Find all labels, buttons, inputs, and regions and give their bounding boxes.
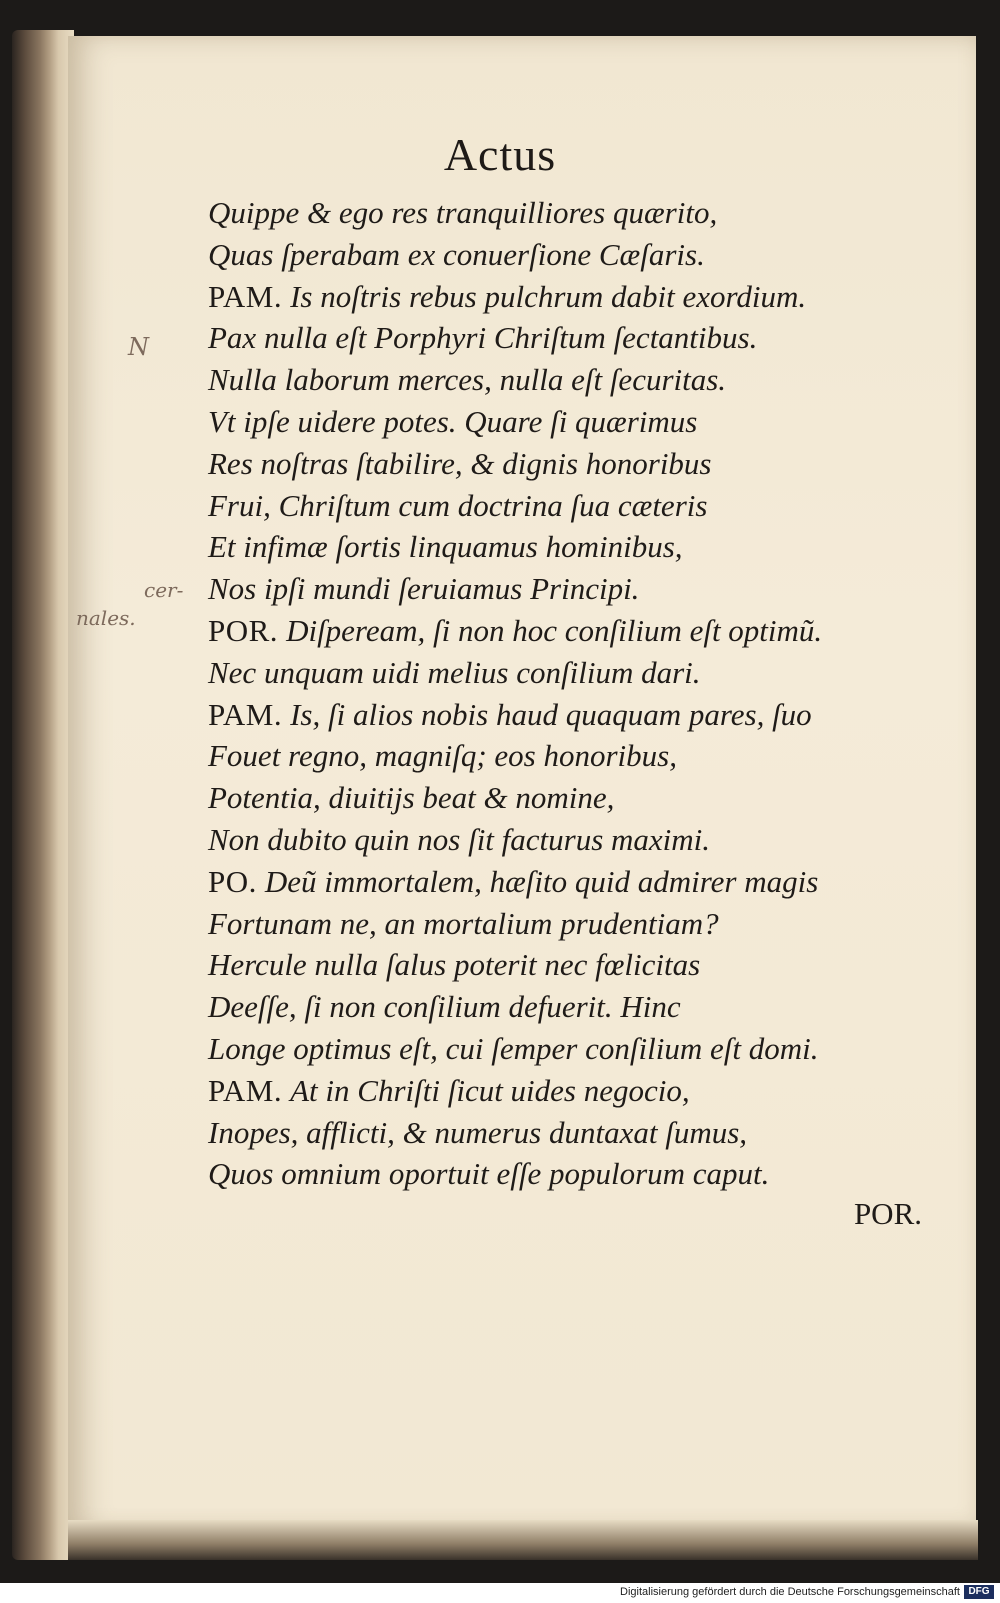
verse-line	[208, 610, 928, 652]
verse-line	[208, 944, 928, 986]
verse-line-text: Hercule nulla ſalus poterit nec fœlicitas	[208, 947, 701, 983]
verse-line-text: Res noſtras ſtabilire, & dignis honoribus	[208, 445, 712, 481]
page-bottom-edge	[68, 1520, 978, 1560]
verse-line	[208, 735, 928, 777]
dfg-logo: DFG	[964, 1585, 994, 1599]
book-spine	[12, 30, 74, 1560]
verse-line	[208, 777, 928, 819]
margin-note: N	[128, 333, 149, 361]
verse-line-text: Diſpeream, ſi non hoc conſilium eſt optimũ.	[286, 612, 823, 648]
verse-line-text: Quas ſperabam ex conuerſione Cæſaris.	[208, 236, 705, 272]
verse-line-text: Pax nulla eſt Porphyri Chriſtum ſectantibus.	[208, 320, 758, 356]
verse-line	[208, 192, 928, 234]
verse-line-text: Quos omnium oportuit eſſe populorum caput.	[208, 1156, 770, 1192]
verse-line	[208, 903, 928, 945]
verse-line-text: Vt ipſe uidere potes. Quare ſi quærimus	[208, 403, 698, 439]
verse-line	[208, 568, 928, 610]
verse-line	[208, 819, 928, 861]
verse-line	[208, 986, 928, 1028]
verse-line-text: Is noſtris rebus pulchrum dabit exordium.	[290, 278, 807, 314]
speaker-label: PO.	[208, 863, 257, 899]
verse-line-text: At in Chriſti ſicut uides negocio,	[290, 1072, 690, 1108]
speaker-label: PAM.	[208, 278, 283, 314]
verse-line-text: Et infimæ ſortis linquamus hominibus,	[208, 529, 683, 565]
verse-line	[208, 401, 928, 443]
verse-line-text: Longe optimus eſt, cui ſemper conſilium eſt domi.	[208, 1030, 819, 1066]
verse-line-text: Quippe & ego res tranquilliores quærito,	[208, 195, 718, 230]
verse-line-text: Nulla laborum merces, nulla eſt ſecuritas.	[208, 362, 727, 398]
catchword: POR.	[853, 1196, 922, 1231]
verse-line	[208, 276, 928, 318]
margin-note: nales.	[76, 606, 136, 630]
speaker-label: PAM.	[208, 696, 283, 732]
verse-line	[208, 234, 928, 276]
running-head: Actus	[443, 129, 557, 180]
verse-line	[208, 1112, 928, 1154]
verse-line	[208, 1028, 928, 1070]
verse-line	[208, 1153, 928, 1195]
verse-line	[208, 317, 928, 359]
verse-line	[208, 526, 928, 568]
verse-line-text: Non dubito quin nos ſit facturus maximi.	[208, 821, 711, 857]
verse-line	[208, 861, 928, 903]
verse-line-text: Potentia, diuitijs beat & nomine,	[208, 780, 615, 816]
verse-line-text: Fouet regno, magniſq; eos honoribus,	[208, 738, 677, 774]
verse-line	[208, 359, 928, 401]
verse-line-text: Fortunam ne, an mortalium prudentiam?	[208, 905, 719, 941]
digitization-credit: Digitalisierung gefördert durch die Deutsche Forschungsgemeinschaft	[620, 1586, 960, 1598]
verse-line-text: Inopes, afflicti, & numerus duntaxat ſumus,	[208, 1114, 748, 1150]
verse-line-text: Nos ipſi mundi ſeruiamus Principi.	[208, 571, 640, 607]
verse-line	[208, 694, 928, 736]
verse-line-text: Frui, Chriſtum cum doctrina ſua cæteris	[208, 487, 708, 523]
verse-line-text: Is, ſi alios nobis haud quaquam pares, ſuo	[290, 696, 812, 732]
verse-line-text: Deeſſe, ſi non conſilium defuerit. Hinc	[208, 989, 681, 1025]
speaker-label: POR.	[208, 612, 279, 648]
verse-line	[208, 1070, 928, 1112]
speaker-label: PAM.	[208, 1072, 283, 1108]
verse-text	[208, 192, 928, 1195]
verse-line-text: Deũ immortalem, hæſito quid admirer magis	[264, 863, 819, 899]
margin-note: cer-	[144, 578, 184, 602]
verse-line	[208, 652, 928, 694]
verse-line-text: Nec unquam uidi melius conſilium dari.	[208, 654, 701, 690]
verse-line	[208, 485, 928, 527]
verse-line	[208, 443, 928, 485]
